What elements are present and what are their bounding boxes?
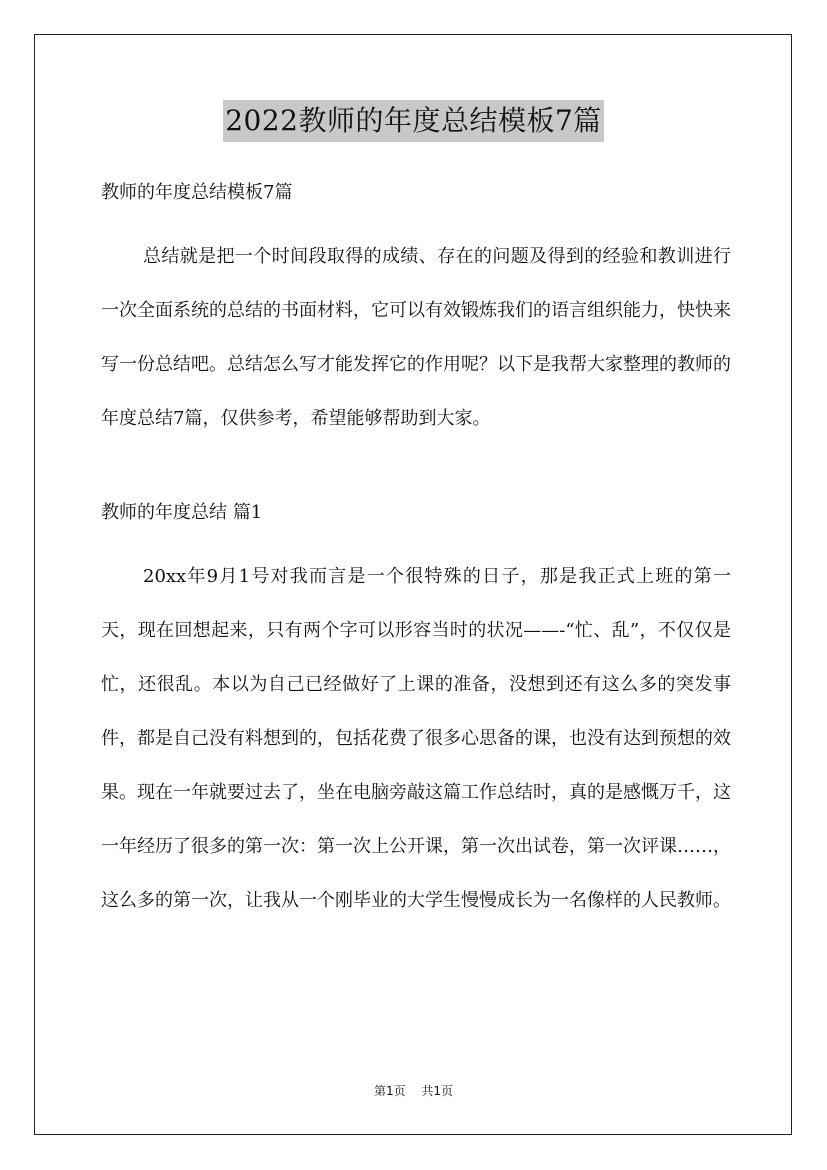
document-subtitle: 教师的年度总结模板7篇 bbox=[101, 182, 293, 203]
page-number-label: 第1页 bbox=[373, 1084, 406, 1098]
document-body bbox=[101, 176, 731, 928]
section-paragraph: 20xx年9月1号对我而言是一个很特殊的日子，那是我正式上班的第一天，现在回想起来，只有两个字可以形容当时的状况——-“忙、乱”，不仅仅是忙，还很乱。本以为自己已经做好了上课的准备，没想到还有这么多的突发事件，都是自己没有料想到的，包括花费了很多心思备的课，也没有达到预想的效果。现在一年就要过去了，坐在电脑旁敲这篇工作总结时，真的是感慨万千，这一年经历了很多的第一次：第一次上公开课，第一次出试卷，第一次评课……，这么多的第一次，让我从一个刚毕业的大学生慢慢成长为一名像样的人民教师。 bbox=[101, 566, 731, 911]
document-title-text: 2022教师的年度总结模板7篇 bbox=[223, 100, 604, 142]
document-title bbox=[0, 100, 827, 142]
page-total-label: 共1页 bbox=[421, 1084, 454, 1098]
page-footer bbox=[0, 1082, 827, 1100]
section-heading: 教师的年度总结 篇1 bbox=[101, 502, 263, 523]
intro-paragraph: 总结就是把一个时间段取得的成绩、存在的问题及得到的经验和教训进行一次全面系统的总结的书面材料，它可以有效锻炼我们的语言组织能力，快快来写一份总结吧。总结怎么写才能发挥它的作用呢？以下是我帮大家整理的教师的年度总结7篇，仅供参考，希望能够帮助到大家。 bbox=[101, 246, 731, 429]
